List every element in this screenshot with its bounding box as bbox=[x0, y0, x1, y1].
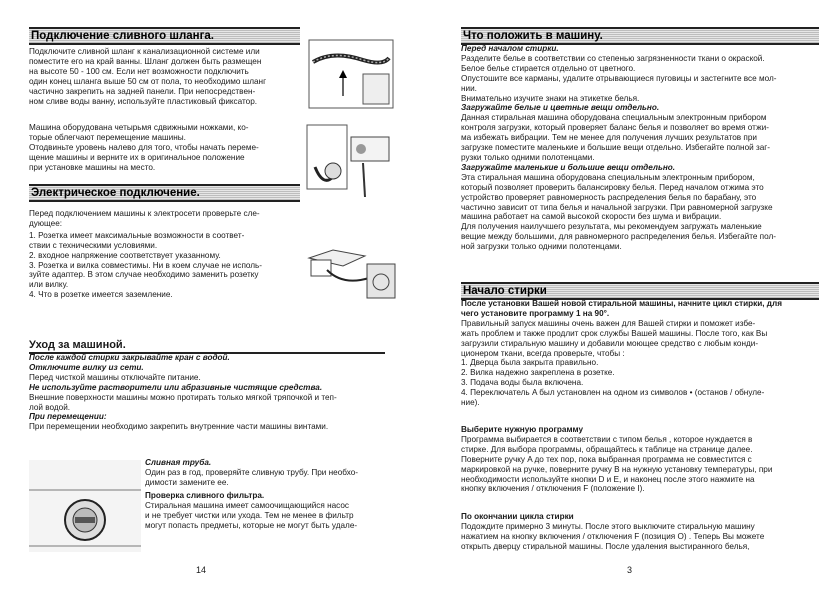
feet-line: торые облегчают перемещение машины. bbox=[29, 132, 186, 142]
load-line: ма избежать вибрации. Тем не менее для получения лучших результатов при bbox=[461, 133, 757, 143]
start-line: чего установите программу 1 на 90°. bbox=[461, 308, 610, 318]
page-number-left: 14 bbox=[196, 565, 207, 575]
load-line: который позволяет проверить балансировку белья. Перед началом отжима это bbox=[461, 182, 764, 192]
load-line: машина работает на самой высокой скорости без шума и вибрации. bbox=[461, 212, 722, 222]
feet-line: Отодвиньте уровень налево для того, чтобы начать переме- bbox=[29, 142, 259, 152]
start-line: Правильный запуск машины очень важен для Вашей стирки и поможет избе- bbox=[461, 318, 756, 328]
start-line: ционером ткани, всегда проверьте, чтобы : bbox=[461, 348, 625, 358]
select-program-title: Выберите нужную программу bbox=[461, 425, 584, 434]
load-line: Разделите белье в соответствии со степенью загрязненности ткани о окраской. bbox=[461, 53, 765, 63]
care-line: Отключите вилку из сети. bbox=[29, 362, 144, 372]
electrical-text bbox=[29, 209, 301, 300]
right-page bbox=[420, 0, 839, 595]
end-cycle-line: нажатием на кнопку включения / отключения F (позиция O) . Теперь Вы можете bbox=[461, 531, 765, 541]
care-line: лой водой. bbox=[29, 402, 71, 412]
electrical-header bbox=[29, 184, 300, 202]
what-to-load-header bbox=[461, 27, 819, 45]
drain-hose-line: на высоте 50 - 100 см. Если нет возможности подключить bbox=[29, 66, 249, 76]
feet-text bbox=[29, 123, 301, 173]
care-line: Не используйте растворители или абразивные чистящие средства. bbox=[29, 382, 323, 392]
start-line: 2. Вилка надежно закреплена в розетке. bbox=[461, 368, 615, 378]
start-wash-heading: Начало стирки bbox=[463, 285, 547, 297]
load-line: Перед началом стирки. bbox=[461, 44, 559, 53]
start-line: 3. Подача воды была включена. bbox=[461, 378, 584, 388]
filter-line: могут попасть предметы, которые не могут быть удале- bbox=[145, 520, 358, 530]
electrical-line: 4. Что в розетке имеется заземление. bbox=[29, 290, 173, 300]
load-line: рузки только одними полотенцами. bbox=[461, 152, 595, 162]
start-line: 4. Переключатель A был установлен на одном из символов • (останов / обнуле- bbox=[461, 388, 765, 398]
electrical-line: Перед подключением машины к электросети проверьте сле- bbox=[29, 209, 260, 218]
load-line: нии. bbox=[461, 83, 477, 93]
end-cycle-block bbox=[461, 512, 826, 552]
drain-hose-heading: Подключение сливного шланга. bbox=[31, 30, 214, 42]
end-cycle-title: По окончании цикла стирки bbox=[461, 512, 574, 521]
socket-illustration bbox=[303, 240, 399, 302]
drain-pipe-line: димости замените ее. bbox=[145, 477, 229, 487]
care-line: Внешние поверхности машины можно протирать только мягкой тряпочкой и теп- bbox=[29, 392, 337, 402]
load-line: Для получения наилучшего результата, мы рекомендуем загружать маленькие bbox=[461, 222, 762, 232]
what-to-load-text bbox=[461, 44, 826, 252]
page-number-right: 3 bbox=[627, 565, 633, 575]
load-line: ной загрузки только одними полотенцами. bbox=[461, 242, 622, 252]
electrical-line: 1. Розетка имеет максимальные возможности в соответ- bbox=[29, 230, 245, 240]
machine-feet-illustration bbox=[303, 117, 399, 205]
drain-hose-line: частично закрепить на задней панели. При непосредствен- bbox=[29, 86, 256, 96]
drain-hose-header bbox=[29, 27, 300, 45]
start-line: После установки Вашей новой стиральной машины, начните цикл стирки, для bbox=[461, 299, 782, 308]
drain-pipe-line: Один раз в год, проверяйте сливную трубу. При необхо- bbox=[145, 467, 358, 477]
electrical-line: дующее: bbox=[29, 218, 63, 228]
end-cycle-line: открыть дверцу стиральной машины. После удаления выстиранного белья, bbox=[461, 541, 750, 551]
load-line: Белое белье стирается отдельно от цветного. bbox=[461, 63, 636, 73]
filter-title: Проверка сливного фильтра. bbox=[145, 491, 265, 500]
electrical-line: или вилку. bbox=[29, 280, 69, 290]
care-line: После каждой стирки закрывайте кран с водой. bbox=[29, 353, 230, 362]
program-line: необходимости используйте кнопки D и E, и наконец после этого нажмите на bbox=[461, 474, 755, 484]
drain-filter-illustration bbox=[29, 460, 141, 552]
feet-line: щение машины и верните их в оригинальное положение bbox=[29, 152, 245, 162]
drain-hose-text bbox=[29, 47, 301, 106]
load-line: Эта стиральная машина оборудована специальным электронным прибором, bbox=[461, 172, 755, 182]
program-line: маркировкой на ручке, поверните ручку B на нужную установку температуры, при bbox=[461, 464, 773, 474]
start-line: загрузили стиральную машину и добавили моющее средство с любым конди- bbox=[461, 338, 759, 348]
drain-pipe-block bbox=[145, 458, 395, 488]
filter-line: Стиральная машина имеет самоочищающийся насос bbox=[145, 500, 349, 510]
start-line: жать проблем и также продлит срок службы Вашей машины. После того, как Вы bbox=[461, 328, 768, 338]
load-line: вещие между большими, для равномерного распределения белья. Избегайте пол- bbox=[461, 232, 776, 242]
load-line: Загружайте маленькие и большие вещи отдельно. bbox=[461, 162, 676, 172]
select-program-block bbox=[461, 425, 826, 494]
filter-block bbox=[145, 491, 395, 531]
drain-hose-line: поместите его на край ванны. Шланг должен быть размещен bbox=[29, 56, 262, 66]
feet-line: Машина оборудована четырьмя сдвижными ножками, ко- bbox=[29, 123, 249, 132]
load-line: Данная стиральная машина оборудована специальным электронным прибором bbox=[461, 113, 767, 123]
care-line: При перемещении необходимо закрепить внутренние части машины винтами. bbox=[29, 422, 329, 432]
care-heading: Уход за машиной. bbox=[29, 339, 126, 351]
program-line: кнопку включения / отключения F (положение I). bbox=[461, 484, 645, 494]
electrical-line: зуйте адаптер. В этом случае необходимо заменить розетку bbox=[29, 270, 259, 280]
load-line: загрузке поместите маленькие и большие вещи отдельно. Избегайте полной заг- bbox=[461, 143, 771, 153]
load-line: устройство проверяет равномерность распределения белья по барабану, это bbox=[461, 192, 757, 202]
care-line: При перемещении: bbox=[29, 412, 107, 422]
drain-hose-line: один конец шланга выше 50 см от пола, то необходимо шланг bbox=[29, 76, 267, 86]
start-line: ние). bbox=[461, 398, 480, 408]
start-wash-text bbox=[461, 299, 826, 408]
electrical-line: 3. Розетка и вилка совместимы. Ни в коем случае не исполь- bbox=[29, 260, 263, 270]
electrical-line: 2. входное напряжение соответствует указанному. bbox=[29, 250, 221, 260]
filter-line: и не требует чистки или ухода. Тем не менее в фильтр bbox=[145, 510, 354, 520]
start-wash-header bbox=[461, 282, 819, 300]
drain-hose-line: ном сливе воды ванну, используйте пластиковый фиксатор. bbox=[29, 96, 258, 106]
what-to-load-heading: Что положить в машину. bbox=[463, 30, 603, 42]
care-line: Перед чисткой машины отключайте питание. bbox=[29, 372, 201, 382]
electrical-heading: Электрическое подключение. bbox=[31, 187, 200, 199]
load-line: частично зависит от типа белья и начальной загрузки. При равномерной загрузке bbox=[461, 202, 773, 212]
drain-hose-line: Подключите сливной шланг к канализационной системе или bbox=[29, 47, 260, 56]
drain-hose-illustration bbox=[303, 36, 399, 112]
load-line: контроля загрузки, который проверяет баланс белья и позволяет во время отжи- bbox=[461, 123, 769, 133]
program-line: Поверните ручку A до тех пор, пока выбранная программа не совместится с bbox=[461, 454, 752, 464]
care-text bbox=[29, 353, 389, 432]
electrical-line: ствии с техническими условиями. bbox=[29, 240, 158, 250]
load-line: Внимательно изучите знаки на этикетке белья. bbox=[461, 93, 640, 103]
load-line: Загружайте белые и цветные вещи отдельно. bbox=[461, 103, 660, 113]
program-line: стирке. Для выбора программы, обращайтесь к таблице на странице далее. bbox=[461, 444, 753, 454]
feet-line: при установке машины на место. bbox=[29, 162, 156, 172]
drain-pipe-title: Сливная труба. bbox=[145, 458, 212, 467]
program-line: Программа выбирается в соответствии с типом белья , которое нуждается в bbox=[461, 434, 753, 444]
load-line: Опустошите все карманы, удалите отрывающиеся пуговицы и застегните все мол- bbox=[461, 73, 777, 83]
end-cycle-line: Подождите примерно 3 минуты. После этого выключите стиральную машину bbox=[461, 521, 755, 531]
start-line: 1. Дверца была закрыта правильно. bbox=[461, 358, 599, 368]
